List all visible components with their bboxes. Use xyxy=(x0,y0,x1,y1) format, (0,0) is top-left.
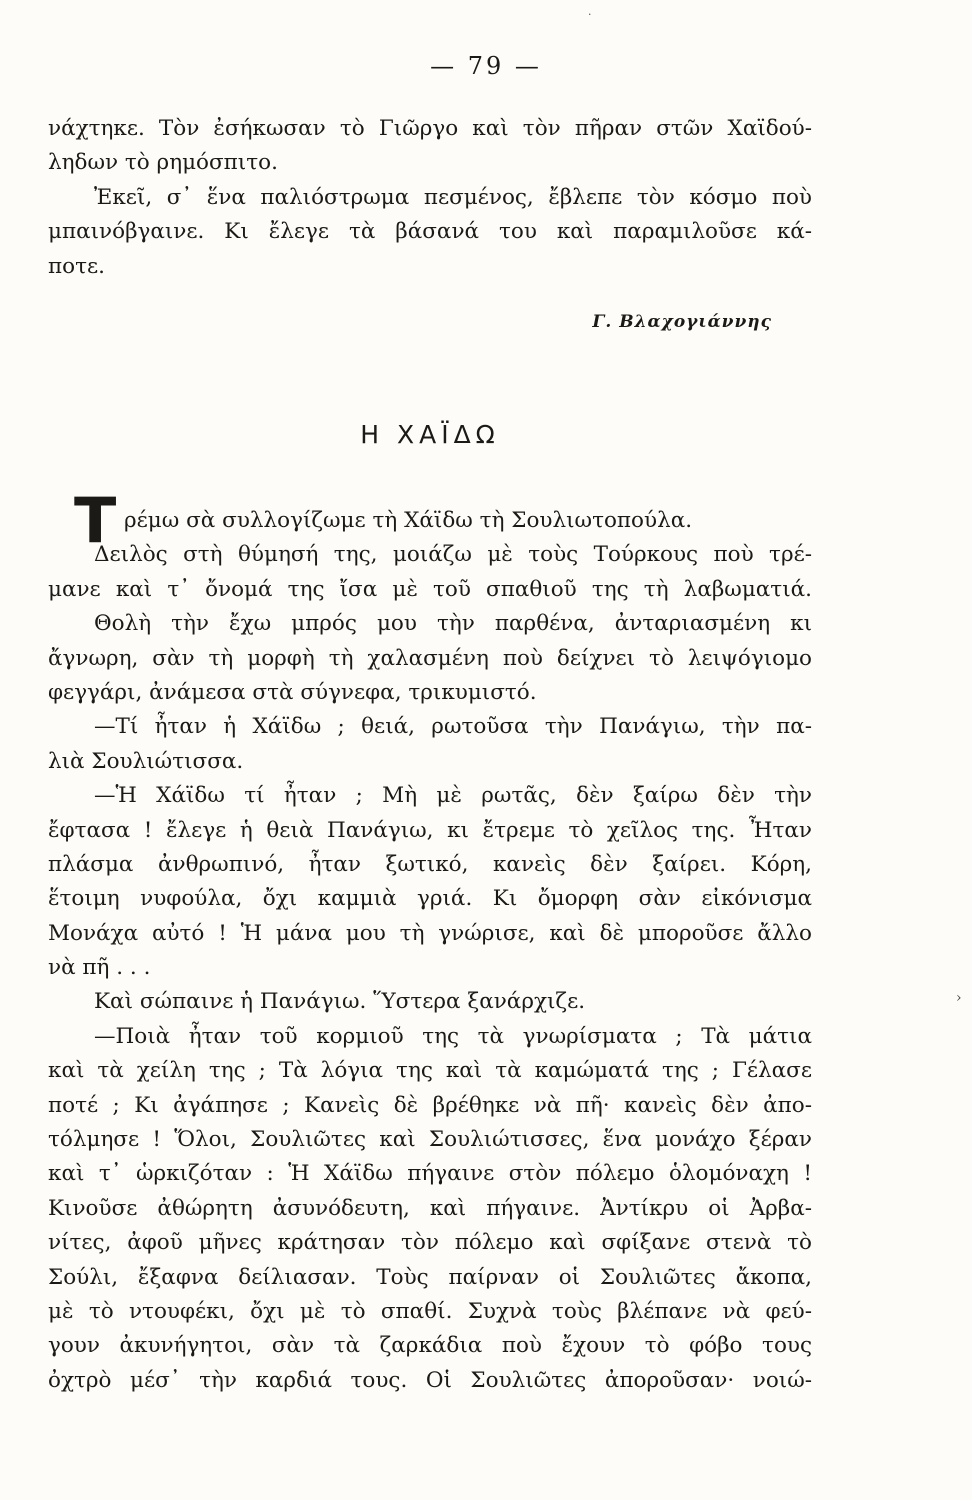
text-line: μὲ τὸ ντουφέκι, ὄχι μὲ τὸ σπαθί. Συχνὰ τοὺς βλέπανε νὰ φεύ- xyxy=(48,1298,812,1324)
text-line: νὰ πῆ . . . xyxy=(48,955,151,981)
text-line: ἄγνωρη, σὰν τὴ μορφὴ τὴ χαλασμένη ποὺ δείχνει τὸ λειψόγιομο xyxy=(48,645,812,671)
body-text xyxy=(48,504,812,1398)
text-line: ἕτοιμη νυφούλα, ὄχι καμμιὰ γριά. Κι ὄμορφη σὰν εἰκόνισμα xyxy=(48,886,812,912)
ink-speck: · xyxy=(588,8,592,21)
previous-story-ending xyxy=(48,112,812,284)
text-line: Καὶ σώπαινε ἡ Πανάγιω. Ὕστερα ξανάρχιζε. xyxy=(94,989,586,1015)
text-line: νίτες, ἀφοῦ μῆνες κράτησαν τὸν πόλεμο καὶ σφίξανε στενὰ τὸ xyxy=(48,1230,812,1256)
text-line: Δειλὸς στὴ θύμησή της, μοιάζω μὲ τοὺς Τούρκους ποὺ τρέ- xyxy=(94,542,812,568)
text-line: μανε καὶ τ᾽ ὄνομά της ἴσα μὲ τοῦ σπαθιοῦ της τὴ λαβωματιά. xyxy=(48,576,812,602)
text-line: καὶ τ᾽ ὡρκιζόταν : Ἡ Χάϊδω πήγαινε στὸν πόλεμο ὁλομόναχη ! xyxy=(48,1161,812,1187)
text-line: πλάσμα ἀνθρωπινό, ἦταν ξωτικό, κανεὶς δὲν ξαίρει. Κόρη, xyxy=(48,851,812,877)
text-line: ληδων τὸ ρημόσπιτο. xyxy=(48,150,278,176)
text-line: τόλμησε ! Ὅλοι, Σουλιῶτες καὶ Σουλιώτισσες, ἕνα μονάχο ξέραν xyxy=(48,1127,812,1153)
text-line: ἔφτασα ! ἔλεγε ἡ θειὰ Πανάγιω, κι ἔτρεμε τὸ χεῖλος της. Ἦταν xyxy=(48,817,812,843)
text-line: νάχτηκε. Τὸν ἐσήκωσαν τὸ Γιῶργο καὶ τὸν πῆραν στῶν Χαϊδού- xyxy=(48,116,812,141)
margin-mark: › xyxy=(956,990,962,1006)
text-line: Ἐκεῖ, σ᾽ ἕνα παλιόστρωμα πεσμένος, ἔβλεπε τὸν κόσμο ποὺ xyxy=(94,184,812,210)
text-line: καὶ τὰ χείλη της ; Τὰ λόγια της καὶ τὰ καμώματά της ; Γέλασε xyxy=(48,1058,812,1084)
text-line: λιὰ Σουλιώτισσα. xyxy=(48,748,244,774)
text-line: μπαινόβγαινε. Κι ἔλεγε τὰ βάσανά του καὶ παραμιλοῦσε κά- xyxy=(48,219,812,245)
story-title: Η ΧΑΪΔΩ xyxy=(360,420,500,449)
page-number: — 79 — xyxy=(430,52,542,80)
text-line: Θολὴ τὴν ἔχω μπρός μου τὴν παρθένα, ἀνταριασμένη κι xyxy=(94,611,812,637)
story-body xyxy=(48,484,812,1393)
text-line: —Ἡ Χάϊδω τί ἦταν ; Μὴ μὲ ρωτᾶς, δὲν ξαίρω δὲν τὴν xyxy=(94,783,812,809)
text-line: ρέμω σὰ συλλογίζωμε τὴ Χάϊδω τὴ Σουλιωτοπούλα. xyxy=(124,508,693,533)
text-line: Μονάχα αὐτό ! Ἡ μάνα μου τὴ γνώρισε, καὶ δὲ μποροῦσε ἄλλο xyxy=(48,920,812,946)
text-line: ποτε. xyxy=(48,253,105,279)
text-line: —Τί ἦταν ἡ Χάϊδω ; θειά, ρωτοῦσα τὴν Πανάγιω, τὴν πα- xyxy=(94,714,812,740)
text-line: ὀχτρὸ μέσ᾽ τὴν καρδιά τους. Οἱ Σουλιῶτες ἀποροῦσαν· νοιώ- xyxy=(48,1367,812,1393)
text-line: ποτέ ; Κι ἀγάπησε ; Κανεὶς δὲ βρέθηκε νὰ πῆ· κανεὶς δὲν ἀπο- xyxy=(48,1092,812,1118)
text-line: Κινοῦσε ἀθώρητη ἀσυνόδευτη, καὶ πήγαινε. Ἀντίκρυ οἱ Ἀρβα- xyxy=(48,1195,812,1221)
text-line: φεγγάρι, ἀνάμεσα στὰ σύγνεφα, τρικυμιστό. xyxy=(48,679,537,705)
drop-cap: Τ xyxy=(74,484,117,557)
text-line: γουν ἀκυνήγητοι, σὰν τὰ ζαρκάδια ποὺ ἔχουν τὸ φόβο τους xyxy=(48,1333,812,1359)
text-line: —Ποιὰ ἦταν τοῦ κορμιοῦ της τὰ γνωρίσματα ; Τὰ μάτια xyxy=(94,1023,812,1049)
text-line: Σούλι, ἔξαφνα δείλιασαν. Τοὺς παίρναν οἱ Σουλιῶτες ἄκοπα, xyxy=(48,1264,812,1290)
author-signature: Γ. Βλαχογιάννης xyxy=(592,312,772,332)
